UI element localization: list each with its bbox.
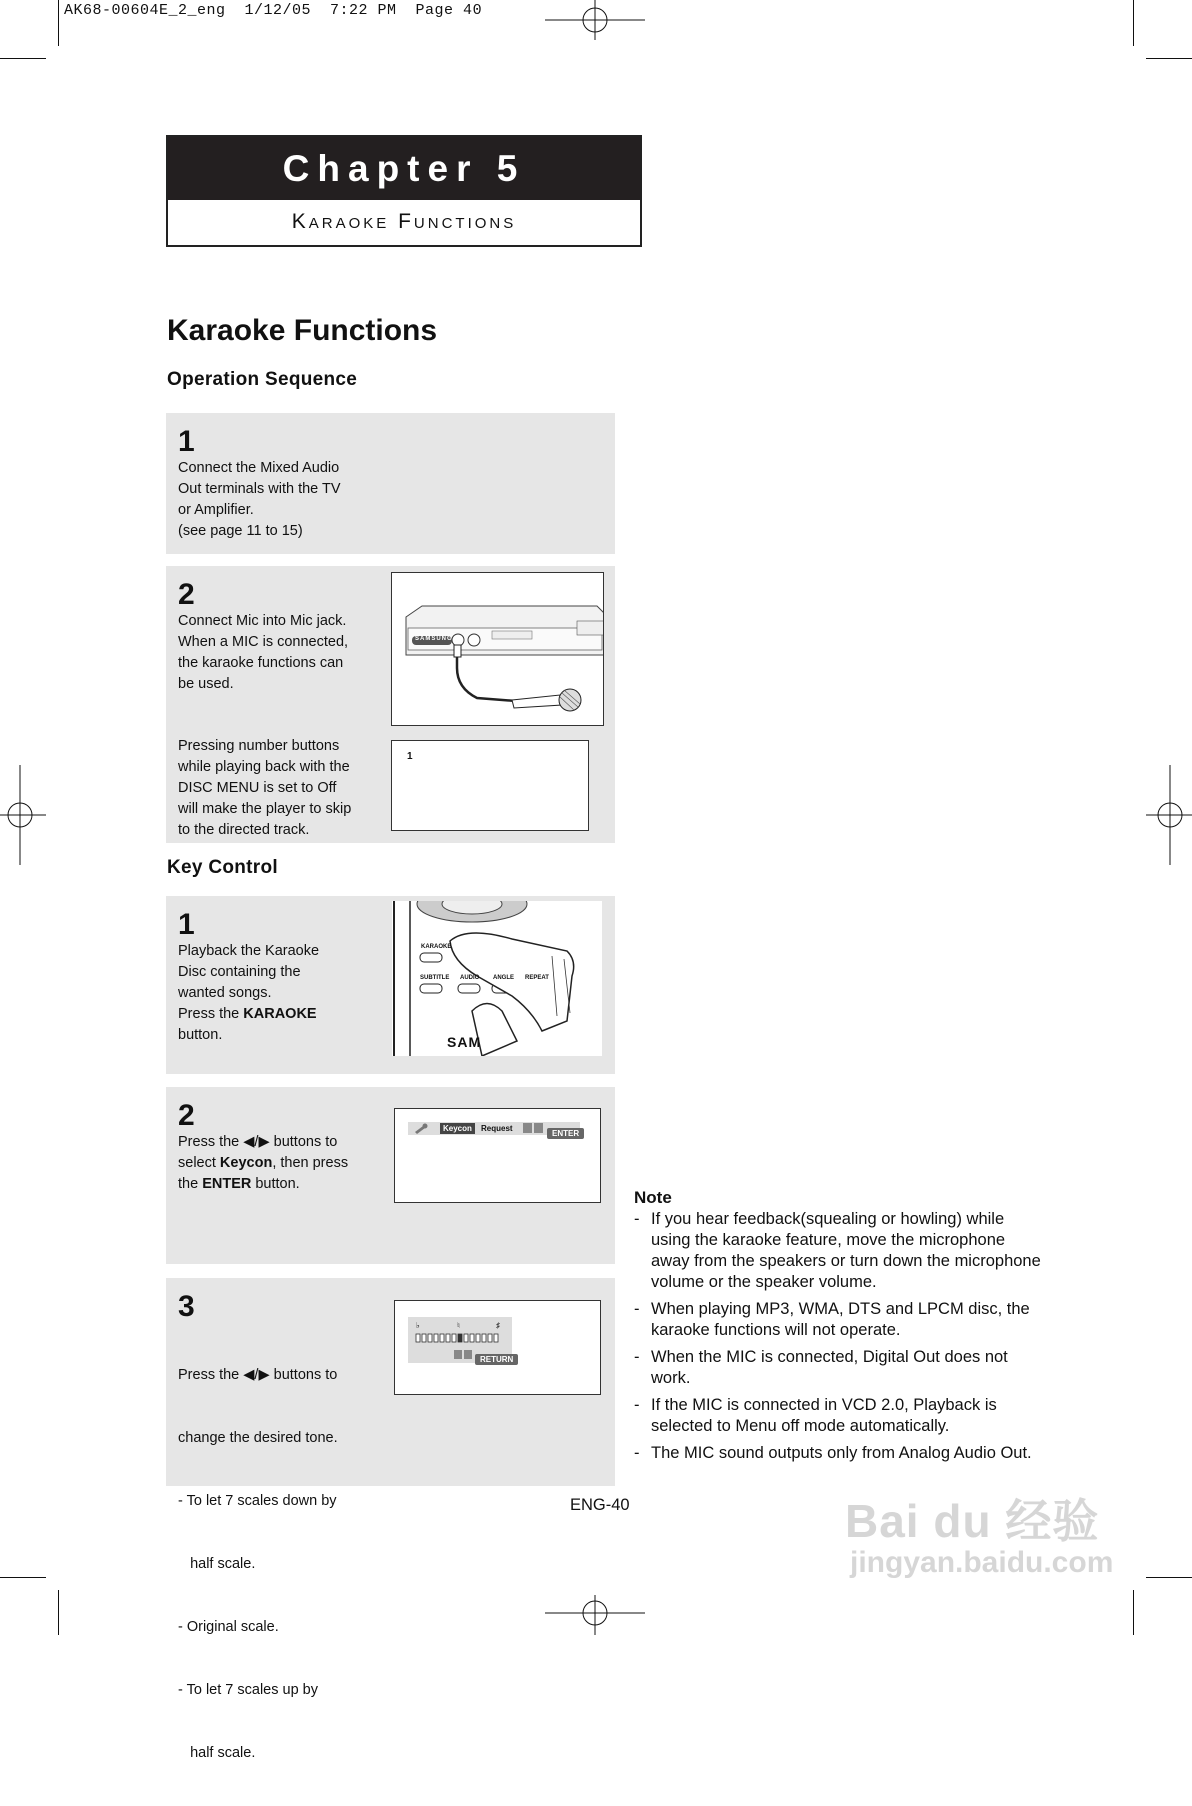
watermark-url: jingyan.baidu.com	[850, 1546, 1114, 1579]
track-number-screen	[391, 740, 589, 831]
registration-mark-left	[0, 765, 46, 865]
osd-right-arrow-icon	[464, 1350, 472, 1359]
op-step-1-panel	[166, 413, 615, 554]
chapter-subtitle: Karaoke Functions	[291, 210, 517, 233]
step-number: 3	[178, 1290, 195, 1323]
print-header: AK68-00604E_2_eng 1/12/05 7:22 PM Page 40	[64, 2, 483, 19]
note-item: - If the MIC is connected in VCD 2.0, Playback is selected to Menu off mode automatically.	[634, 1395, 1044, 1437]
osd-sharp: ♯	[496, 1321, 500, 1330]
remote-subtitle-label: SUBTITLE	[420, 975, 450, 981]
osd-enter-button: ENTER	[547, 1128, 584, 1139]
step-text: Press the ◀/▶ buttons to change the desired tone. - To let 7 scales down by half scale. - Original scale. - To let 7 scales up by half scale.	[178, 1367, 338, 1761]
step-text: Press the ◀/▶ buttons to select Keycon, then press the ENTER button.	[178, 1134, 349, 1192]
key-step-1-panel	[166, 896, 615, 1074]
step-number: 2	[178, 578, 195, 611]
note-section	[634, 1187, 1044, 1470]
note-title: Note	[634, 1188, 672, 1207]
registration-mark-bottom	[545, 1595, 645, 1635]
note-item: - The MIC sound outputs only from Analog Audio Out.	[634, 1443, 1044, 1464]
osd-return-button: RETURN	[475, 1354, 518, 1365]
osd-right-arrow-icon	[534, 1123, 543, 1133]
section-title: Karaoke Functions	[167, 314, 438, 347]
registration-mark-right	[1146, 765, 1192, 865]
registration-mark-top	[545, 0, 645, 40]
step-text: Playback the Karaoke Disc containing the wanted songs. Press the KARAOKE button.	[178, 943, 320, 1043]
note-item: - If you hear feedback(squealing or howling) while using the karaoke feature, move the microphone away from the speakers or turn down the microphone volume or the speaker volume.	[634, 1209, 1044, 1293]
watermark-brand: Bai du 经验	[845, 1495, 1100, 1547]
osd-natural: ♮	[457, 1321, 460, 1330]
remote-karaoke-label: KARAOKE	[421, 944, 452, 950]
step-number: 1	[178, 908, 195, 941]
chapter-title: Chapter 5	[168, 137, 640, 200]
tone-osd-screen	[394, 1300, 601, 1395]
note-item: - When the MIC is connected, Digital Out does not work.	[634, 1347, 1044, 1389]
player-logo: SAMSUNG	[415, 636, 453, 642]
chapter-header	[166, 135, 642, 247]
remote-brand: SAM	[447, 1034, 482, 1050]
remote-audio-label: AUDIO	[460, 975, 480, 981]
page-number: ENG-40	[570, 1496, 630, 1514]
op-step-2-panel	[166, 566, 615, 843]
step-text: Connect the Mixed Audio Out terminals with the TV or Amplifier. (see page 11 to 15)	[178, 460, 341, 539]
dvd-player-icon	[392, 573, 604, 726]
osd-left-arrow-icon	[523, 1123, 532, 1133]
step-number: 2	[178, 1099, 195, 1132]
step-number: 1	[178, 425, 195, 458]
mic-icon	[413, 1123, 429, 1134]
keycon-osd-screen	[394, 1108, 601, 1203]
remote-illustration	[392, 901, 602, 1056]
osd-left-arrow-icon	[454, 1350, 462, 1359]
operation-sequence-heading: Operation Sequence	[167, 369, 358, 390]
player-mic-illustration	[391, 572, 604, 726]
step-text: Connect Mic into Mic jack. When a MIC is connected, the karaoke functions can be used.	[178, 613, 349, 692]
note-item: - When playing MP3, WMA, DTS and LPCM disc, the karaoke functions will not operate.	[634, 1299, 1044, 1341]
step-extra-text: Pressing number buttons while playing back with the DISC MENU is set to Off will make the player to skip to the directed track.	[178, 738, 352, 838]
remote-angle-label: ANGLE	[493, 975, 514, 981]
remote-repeat-label: REPEAT	[525, 975, 549, 981]
osd-request: Request	[481, 1124, 513, 1133]
key-step-2-panel	[166, 1087, 615, 1264]
osd-flat: ♭	[416, 1321, 420, 1330]
track-number: 1	[407, 751, 413, 762]
key-control-heading: Key Control	[167, 857, 278, 878]
osd-keycon: Keycon	[440, 1123, 475, 1134]
tone-scale-bar	[415, 1333, 503, 1343]
